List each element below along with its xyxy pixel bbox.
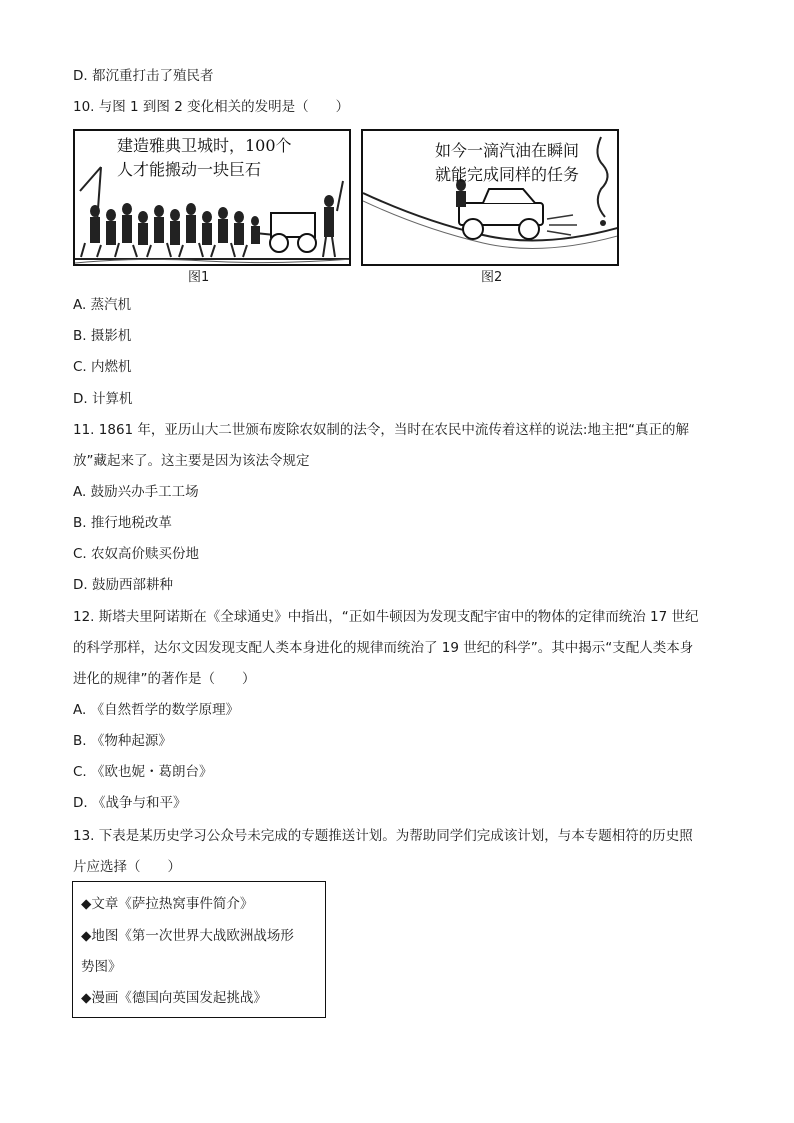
question-12-option-d: D. 《战争与和平》	[73, 795, 187, 811]
question-11-option-a: A. 鼓励兴办手工工场	[73, 484, 199, 500]
question-11-stem-line2: 放”藏起来了。这主要是因为该法令规定	[73, 453, 310, 469]
question-11-option-c: C. 农奴高价赎买份地	[73, 546, 200, 562]
question-12-option-b: B. 《物种起源》	[73, 733, 172, 749]
figure-1-caption: 图1	[188, 270, 210, 285]
question-11-stem-line1: 11. 1861 年，亚历山大二世颁布废除农奴制的法令，当时在农民中流传着这样的说法:地主把“真正的解	[73, 422, 689, 438]
question-9-option-d: D. 都沉重打击了殖民者	[73, 68, 214, 84]
figure-2-text-line1: 如今一滴汽油在瞬间	[435, 141, 580, 160]
question-13-stem-line1: 13. 下表是某历史学习公众号未完成的专题推送计划。为帮助同学们完成该计划，与本专题相符的历史照	[73, 828, 693, 844]
question-10-option-a: A. 蒸汽机	[73, 297, 132, 313]
question-11-option-b: B. 推行地税改革	[73, 515, 172, 531]
figure-1-text-line1: 建造雅典卫城时，100个	[117, 136, 292, 155]
question-12-option-a: A. 《自然哲学的数学原理》	[73, 702, 240, 718]
question-12-stem-line2: 的科学那样，达尔文因发现支配人类本身进化的规律而统治了 19 世纪的科学”。其中揭示“支配人类本身	[73, 640, 694, 656]
plan-item-article: ◆文章《萨拉热窝事件简介》	[81, 896, 254, 912]
question-10-option-d: D. 计算机	[73, 391, 133, 407]
figure-1-text-line2: 人才能搬动一块巨石	[117, 160, 262, 179]
question-11-option-d: D. 鼓励西部耕种	[73, 577, 173, 593]
question-10-stem: 10. 与图 1 到图 2 变化相关的发明是（ ）	[73, 99, 350, 115]
question-12-stem-line1: 12. 斯塔夫里阿诺斯在《全球通史》中指出，“正如牛顿因为发现支配宇宙中的物体的定律而统治 17 世纪	[73, 609, 699, 625]
plan-item-map-line1: ◆地图《第一次世界大战欧洲战场形	[81, 928, 294, 944]
figure-2-text-line2: 就能完成同样的任务	[435, 165, 580, 184]
question-10-option-c: C. 内燃机	[73, 359, 132, 375]
plan-item-map-line2: 势图》	[81, 959, 122, 975]
figure-1-cartoon	[73, 129, 351, 266]
question-12-option-c: C. 《欧也妮・葛朗台》	[73, 764, 213, 780]
figure-2-cartoon	[361, 129, 619, 266]
question-13-plan-box	[72, 881, 326, 1018]
question-12-stem-line3: 进化的规律”的著作是（ ）	[73, 671, 256, 687]
question-10-option-b: B. 摄影机	[73, 328, 132, 344]
question-13-stem-line2: 片应选择（ ）	[73, 859, 181, 875]
figure-2-caption: 图2	[481, 270, 503, 285]
plan-item-cartoon: ◆漫画《德国向英国发起挑战》	[81, 990, 267, 1006]
